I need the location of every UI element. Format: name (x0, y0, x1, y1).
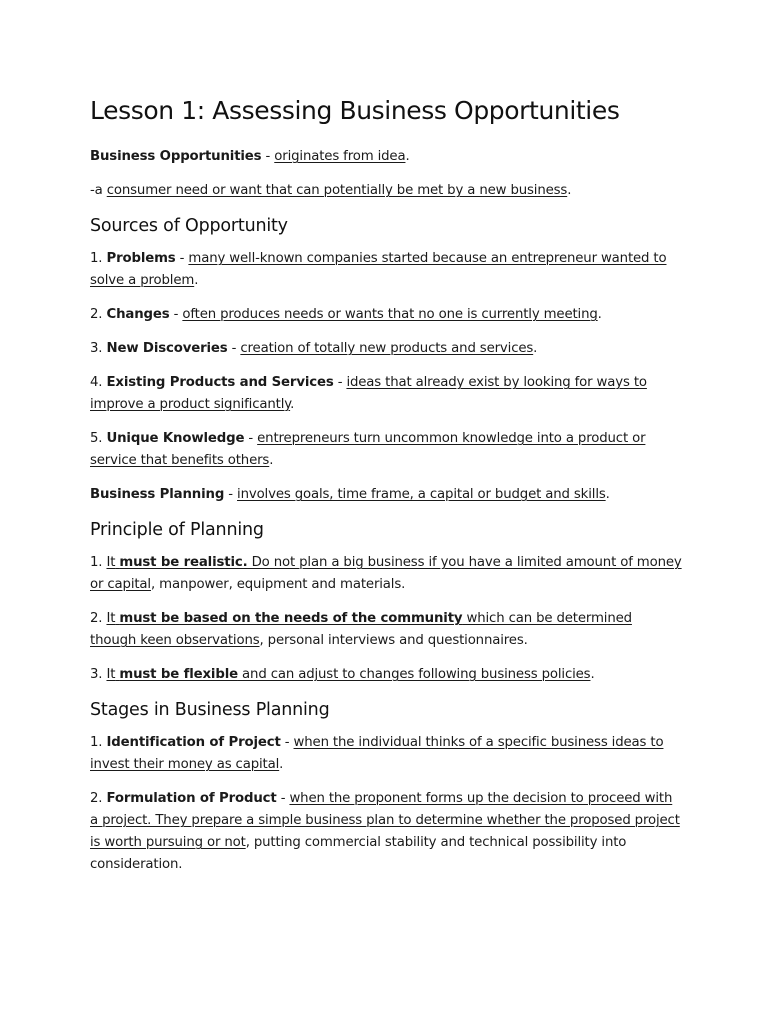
principle-tail: , personal interviews and questionnaires. (259, 633, 528, 648)
definition: ideas that already exist by looking for ways to improve a product significantly (90, 375, 647, 412)
prefix: -a (90, 183, 107, 198)
term: Changes (106, 307, 170, 322)
source-item (90, 428, 682, 472)
item-number: 3. (90, 341, 107, 356)
principle-tail: . (590, 667, 595, 682)
stage-item (90, 788, 682, 876)
item-number: 2. (90, 791, 107, 806)
section-heading-principles: Principle of Planning (90, 520, 264, 540)
principle-emphasis: must be flexible (119, 667, 238, 682)
intro-definition (90, 146, 682, 168)
separator: - (227, 341, 241, 356)
principle-item (90, 664, 682, 686)
planning-definition (90, 484, 682, 506)
end-punctuation: . (290, 397, 295, 412)
separator: - (244, 431, 258, 446)
term: Unique Knowledge (106, 431, 245, 446)
end-punctuation: . (605, 487, 610, 502)
item-number: 2. (90, 611, 107, 626)
source-item (90, 248, 682, 292)
source-item (90, 372, 682, 416)
item-number: 4. (90, 375, 107, 390)
principle-rest: Do not plan a big business if you have a limited amount of money or capital (90, 555, 682, 592)
it-word: It (106, 611, 116, 626)
principle-tail: , manpower, equipment and materials. (150, 577, 406, 592)
term: Business Planning (90, 487, 225, 502)
it-word: It (106, 555, 116, 570)
end-punctuation: . (279, 757, 284, 772)
separator: - (276, 791, 290, 806)
end-punctuation: , putting commercial stability and technical possibility into consideration. (90, 835, 627, 872)
definition: often produces needs or wants that no one is currently meeting (182, 307, 598, 322)
item-number: 5. (90, 431, 107, 446)
source-item (90, 338, 682, 360)
separator: - (224, 487, 238, 502)
principle-item (90, 552, 682, 596)
term: Identification of Project (106, 735, 281, 750)
principle-text (106, 667, 590, 682)
page-title: Lesson 1: Assessing Business Opportunities (90, 96, 620, 125)
section-heading-stages: Stages in Business Planning (90, 700, 330, 720)
section-heading-sources: Sources of Opportunity (90, 216, 288, 236)
principle-emphasis: must be realistic. (119, 555, 248, 570)
principle-rest: which can be determined though keen observations (90, 611, 632, 648)
definition: originates from idea (274, 149, 406, 164)
end-punctuation: . (567, 183, 572, 198)
definition: consumer need or want that can potentially be met by a new business (106, 183, 568, 198)
term: Formulation of Product (106, 791, 277, 806)
definition: when the proponent forms up the decision to proceed with a project. They prepare a simple business plan to determine whether the proposed project is worth pursuing or not (90, 791, 680, 850)
end-punctuation: . (533, 341, 538, 356)
stage-item (90, 732, 682, 776)
principle-emphasis: must be based on the needs of the community (119, 611, 463, 626)
it-word: It (106, 667, 116, 682)
item-number: 2. (90, 307, 107, 322)
term: New Discoveries (106, 341, 228, 356)
definition: creation of totally new products and services (240, 341, 534, 356)
definition: when the individual thinks of a specific business ideas to invest their money as capital (90, 735, 664, 772)
separator: - (175, 251, 189, 266)
separator: - (261, 149, 275, 164)
item-number: 1. (90, 735, 107, 750)
separator: - (333, 375, 347, 390)
separator: - (280, 735, 294, 750)
item-number: 3. (90, 667, 107, 682)
term: Problems (106, 251, 176, 266)
end-punctuation: . (269, 453, 274, 468)
source-item (90, 304, 682, 326)
principle-rest: and can adjust to changes following business policies (237, 667, 591, 682)
principle-item (90, 608, 682, 652)
end-punctuation: . (405, 149, 410, 164)
definition: entrepreneurs turn uncommon knowledge into a product or service that benefits others (90, 431, 646, 468)
intro-definition-2 (90, 180, 682, 202)
definition: involves goals, time frame, a capital or budget and skills (237, 487, 606, 502)
term: Existing Products and Services (106, 375, 334, 390)
end-punctuation: . (194, 273, 199, 288)
item-number: 1. (90, 251, 107, 266)
definition: many well-known companies started because an entrepreneur wanted to solve a problem (90, 251, 667, 288)
item-number: 1. (90, 555, 107, 570)
end-punctuation: . (597, 307, 602, 322)
term: Business Opportunities (90, 149, 262, 164)
separator: - (169, 307, 183, 322)
